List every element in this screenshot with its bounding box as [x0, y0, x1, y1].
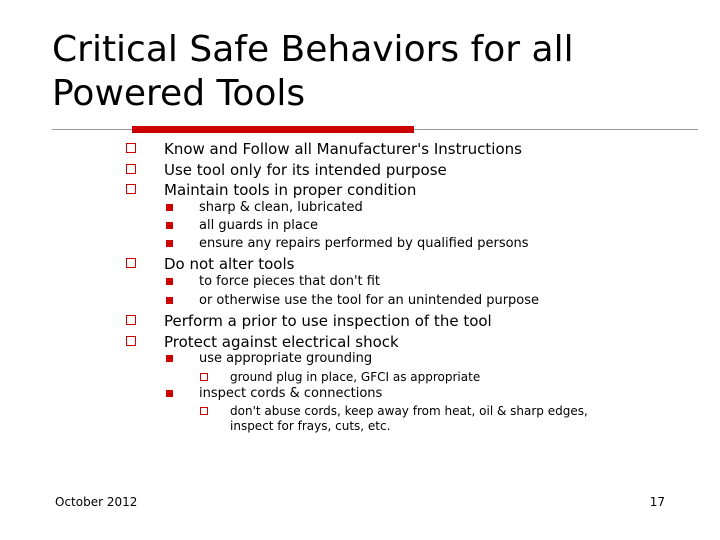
hollow-square-bullet-icon	[200, 407, 208, 415]
page-number: 17	[649, 495, 665, 509]
bullet-do-not-alter: Do not alter tools	[164, 255, 295, 273]
filled-square-bullet-icon	[166, 240, 173, 247]
filled-square-bullet-icon	[166, 297, 173, 304]
bullet-electrical: Protect against electrical shock	[164, 333, 399, 351]
detail-cords-line-1: don't abuse cords, keep away from heat, oil & sharp edges,	[230, 404, 588, 418]
sub-bullet-cords: inspect cords & connections	[199, 386, 383, 401]
bullet-use-tool: Use tool only for its intended purpose	[164, 161, 447, 179]
filled-square-bullet-icon	[166, 204, 173, 211]
hollow-square-bullet-icon	[126, 164, 136, 174]
hollow-square-bullet-icon	[126, 258, 136, 268]
hollow-square-bullet-icon	[126, 143, 136, 153]
slide-title: Critical Safe Behaviors for all Powered Tools	[52, 29, 574, 114]
detail-ground-plug: ground plug in place, GFCI as appropriate	[230, 370, 481, 384]
sub-bullet-repairs: ensure any repairs performed by qualified persons	[199, 236, 529, 251]
footer-date: October 2012	[55, 495, 138, 509]
filled-square-bullet-icon	[166, 278, 173, 285]
filled-square-bullet-icon	[166, 390, 173, 397]
sub-bullet-sharp-clean: sharp & clean, lubricated	[199, 200, 363, 215]
hollow-square-bullet-icon	[126, 315, 136, 325]
sub-bullet-grounding: use appropriate grounding	[199, 351, 373, 366]
filled-square-bullet-icon	[166, 222, 173, 229]
bullet-maintain: Maintain tools in proper condition	[164, 181, 417, 199]
bullet-know-follow: Know and Follow all Manufacturer's Instructions	[164, 140, 522, 158]
hollow-square-bullet-icon	[126, 184, 136, 194]
title-accent-bar	[132, 126, 414, 133]
sub-bullet-force-pieces: to force pieces that don't fit	[199, 274, 381, 289]
hollow-square-bullet-icon	[126, 336, 136, 346]
sub-bullet-guards: all guards in place	[199, 218, 319, 233]
detail-cords-line-2: inspect for frays, cuts, etc.	[230, 419, 391, 433]
hollow-square-bullet-icon	[200, 373, 208, 381]
bullet-inspection: Perform a prior to use inspection of the tool	[164, 312, 492, 330]
sub-bullet-unintended: or otherwise use the tool for an unintended purpose	[199, 293, 540, 308]
filled-square-bullet-icon	[166, 355, 173, 362]
